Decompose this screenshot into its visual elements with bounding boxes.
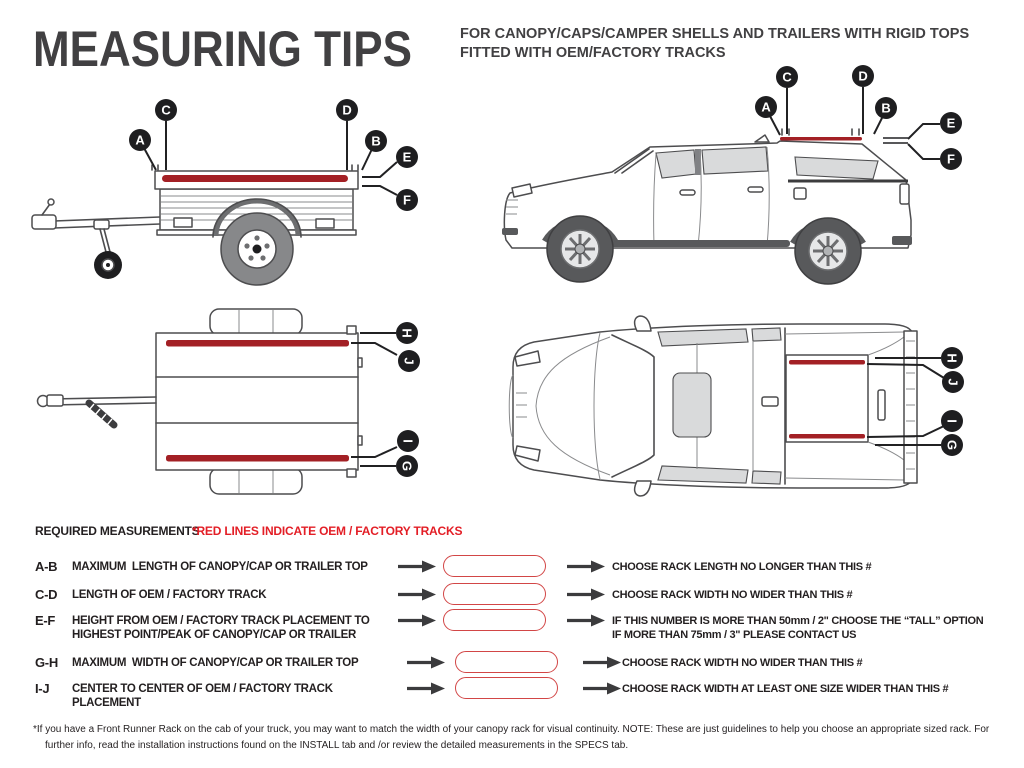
callout-b [365,130,387,152]
svg-text:F: F [403,192,411,208]
svg-text:J: J [401,357,417,365]
subtitle-line-1: FOR CANOPY/CAPS/CAMPER SHELLS AND TRAILERS WITH RIGID TOPS [460,26,970,42]
callout-j [942,371,964,393]
arrow-icon [566,588,606,601]
measurement-range: E-F [35,613,56,628]
svg-text:I: I [400,439,416,443]
oem-track-line [166,340,349,347]
svg-text:B: B [371,133,381,149]
svg-text:H: H [944,353,960,363]
rear-wheel [795,218,861,284]
svg-text:D: D [858,68,868,84]
trailer-side-drawing [32,165,358,285]
svg-text:C: C [161,102,171,118]
measurement-instruction: CHOOSE RACK WIDTH NO WIDER THAN THIS # [622,657,863,669]
measurement-row-ij [0,681,1024,711]
oem-track-line [162,175,348,182]
callout-e [940,112,962,134]
callout-i [941,410,963,432]
callout-i [397,430,419,452]
truck-side-drawing [502,129,912,284]
truck-top-view-figure [500,305,1024,505]
oem-track-line [166,455,349,462]
svg-text:D: D [342,102,352,118]
measurement-range: A-B [35,559,58,574]
callout-b [875,97,897,119]
measurement-blank-field [443,609,546,631]
oem-track-line [789,360,865,365]
footnote: *If you have a Front Runner Rack on the cab of your truck, you may want to match the width of your canopy rack for visual continuity. NOTE: These are just guidelines to help you choose an appropriate sized rack. For further info, read the installation instructions found on the INSTALL tab and /or review the detailed measurements in the SPECS tab. [33,724,990,751]
truck-top-drawing [509,316,917,496]
measurement-blank-field [443,555,546,577]
required-measurements-heading: REQUIRED MEASUREMENTS [35,524,200,538]
measurement-range: C-D [35,587,58,602]
svg-text:J: J [945,378,961,386]
svg-text:A: A [135,132,145,148]
arrow-icon [582,682,622,695]
arrow-icon [397,614,437,627]
svg-text:I: I [944,419,960,423]
oem-track-line [780,137,862,141]
svg-text:C: C [782,69,792,85]
svg-text:A: A [761,99,771,115]
callout-d [852,65,874,87]
measurement-range: I-J [35,681,50,696]
trailer-top-view-figure [30,300,470,510]
red-lines-note: *RED LINES INDICATE OEM / FACTORY TRACKS [192,524,463,538]
callout-j [398,350,420,372]
measurement-blank-field [443,583,546,605]
svg-text:F: F [947,151,955,167]
front-wheel [547,216,613,282]
callout-e [396,146,418,168]
svg-text:E: E [402,149,412,165]
arrow-icon [566,560,606,573]
measurement-description: LENGTH OF OEM / FACTORY TRACK [72,589,267,601]
callout-f [396,189,418,211]
callout-a [755,96,777,118]
callout-a [129,129,151,151]
callout-d [336,99,358,121]
svg-text:E: E [946,115,956,131]
measurement-blank-field [455,677,558,699]
svg-text:B: B [881,100,891,116]
arrow-icon [397,560,437,573]
arrow-icon [406,682,446,695]
arrow-icon [582,656,622,669]
trailer-side-view-figure [20,85,470,300]
svg-text:G: G [944,439,960,451]
measurement-row-ef [0,613,1024,643]
oem-track-line [789,434,865,439]
arrow-icon [566,614,606,627]
measurement-description: CENTER TO CENTER OF OEM / FACTORY TRACK PLACEMENT [72,683,336,709]
arrow-icon [397,588,437,601]
measurement-instruction: IF THIS NUMBER IS MORE THAN 50mm / 2" CHOOSE THE “TALL” OPTION IF MORE THAN 75mm / 3" PLEASE CONTACT US [612,615,984,641]
trailer-top-drawing [38,309,363,494]
callout-h [941,347,963,369]
callout-f [940,148,962,170]
svg-text:G: G [399,460,415,472]
measurement-instruction: CHOOSE RACK WIDTH AT LEAST ONE SIZE WIDER THAN THIS # [622,683,949,695]
page-title: MEASURING TIPS [33,21,412,77]
arrow-icon [406,656,446,669]
measurement-instruction: CHOOSE RACK LENGTH NO LONGER THAN THIS # [612,561,872,573]
page-subtitle [460,25,969,63]
subtitle-line-2: FITTED WITH OEM/FACTORY TRACKS [460,45,726,61]
measurement-description: MAXIMUM LENGTH OF CANOPY/CAP OR TRAILER TOP [72,561,368,573]
callout-c [776,66,798,88]
measurement-instruction: CHOOSE RACK WIDTH NO WIDER THAN THIS # [612,589,853,601]
measurement-description: HEIGHT FROM OEM / FACTORY TRACK PLACEMENT TO HIGHEST POINT/PEAK OF CANOPY/CAP OR TRAILER [72,615,370,641]
measurement-description: MAXIMUM WIDTH OF CANOPY/CAP OR TRAILER TOP [72,657,359,669]
measurement-blank-field [455,651,558,673]
callout-g [941,434,963,456]
callout-h [396,322,418,344]
measurement-range: G-H [35,655,58,670]
callout-g [396,455,418,477]
callout-c [155,99,177,121]
truck-side-view-figure [490,60,1024,300]
svg-text:H: H [399,328,415,338]
